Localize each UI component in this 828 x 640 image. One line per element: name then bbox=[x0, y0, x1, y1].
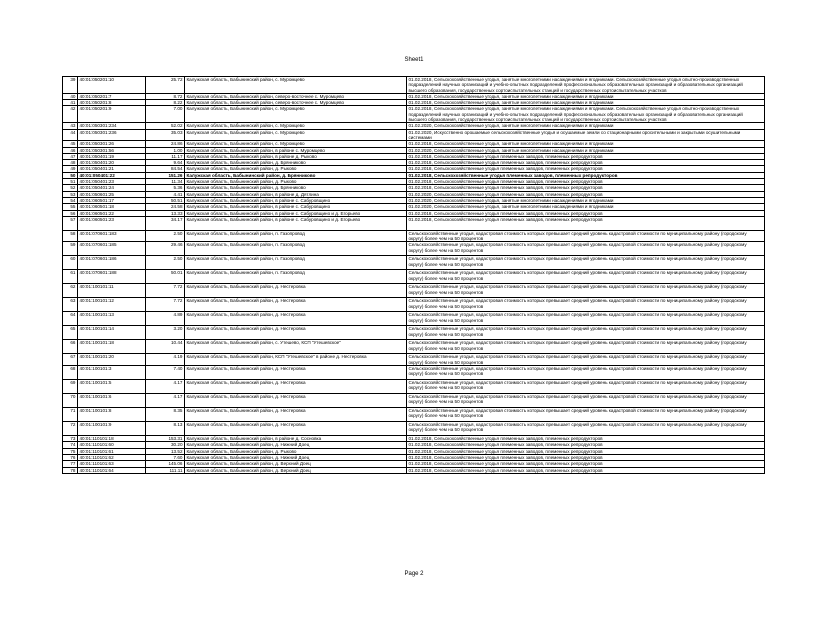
land-category-cell: 01.02.2018, Сельскохозяйственные угодья племенных заводов, племенных репродукторов bbox=[407, 436, 765, 442]
area-cell: 8.22 bbox=[146, 100, 185, 106]
land-category-cell: 01.02.2018, Сельскохозяйственные угодья, занятые многолетними насаждениями и ягодниками. Сельскохозяйственные угодья опытно-производственных подразделений научных организаций и учебно-опытных подразделений профессиональных образовательных организаций и образовательных организаций высшего образования, государственных сортоиспытательных станций и государственных сортоиспытательных участков bbox=[407, 106, 765, 123]
sheet-title: Sheet1 bbox=[404, 57, 424, 63]
cadastral-number-cell: 40:01:050401:22 bbox=[78, 172, 146, 178]
area-cell: 24.86 bbox=[146, 141, 185, 147]
area-cell: 84.54 bbox=[146, 166, 185, 172]
cadastral-number-cell: 40:01:110101:64 bbox=[78, 467, 146, 473]
row-number-cell: 46 bbox=[63, 147, 78, 153]
cadastral-number-cell: 40:01:070601:186 bbox=[78, 256, 146, 270]
address-cell: Калужская область, Бабынинский район, с. Муромцево bbox=[185, 141, 407, 147]
row-number-cell: 40 bbox=[63, 93, 78, 99]
land-category-cell: 01.02.2018, Сельскохозяйственные угодья племенных заводов, племенных репродукторов bbox=[407, 461, 765, 467]
area-cell: 8.35 bbox=[146, 408, 185, 422]
table-row bbox=[63, 216, 765, 230]
row-number-cell: 65 bbox=[63, 326, 78, 340]
row-number-cell: 41 bbox=[63, 100, 78, 106]
cadastral-number-cell: 40:01:070601:183 bbox=[78, 230, 146, 242]
table-row bbox=[63, 408, 765, 422]
table-row bbox=[63, 312, 765, 326]
cadastral-number-cell: 40:01:050201:7 bbox=[78, 93, 146, 99]
area-cell: 7.72 bbox=[146, 298, 185, 312]
area-cell: 7.60 bbox=[146, 454, 185, 460]
area-cell: 2.50 bbox=[146, 256, 185, 270]
area-cell: 35.03 bbox=[146, 129, 185, 141]
area-cell: 8.13 bbox=[146, 422, 185, 436]
row-number-cell: 49 bbox=[63, 166, 78, 172]
row-number-cell: 62 bbox=[63, 284, 78, 298]
address-cell: Калужская область, Бабынинский район, с. Утешево, КСП "Утешевское" bbox=[185, 340, 407, 354]
area-cell: 30.20 bbox=[146, 442, 185, 448]
cadastral-number-cell: 40:01:060501:22 bbox=[78, 210, 146, 216]
row-number-cell: 75 bbox=[63, 448, 78, 454]
row-number-cell: 56 bbox=[63, 210, 78, 216]
page-number: Page 2 bbox=[404, 571, 424, 577]
row-number-cell: 70 bbox=[63, 394, 78, 408]
land-category-cell: 01.02.2018, Сельскохозяйственные угодья племенных заводов, племенных репродукторов bbox=[407, 442, 765, 448]
area-cell: 111.11 bbox=[146, 467, 185, 473]
land-category-cell: Сельскохозяйственные угодья, кадастровая стоимость которых превышает средний уровень кадастровой стоимости по муниципальному району (городскому округу) более чем на 50 процентов bbox=[407, 284, 765, 298]
land-category-cell: 01.02.2018, Сельскохозяйственные угодья племенных заводов, племенных репродукторов bbox=[407, 454, 765, 460]
land-category-cell: Сельскохозяйственные угодья, кадастровая стоимость которых превышает средний уровень кадастровой стоимости по муниципальному району (городскому округу) более чем на 50 процентов bbox=[407, 312, 765, 326]
row-number-cell: 67 bbox=[63, 354, 78, 366]
area-cell: 34.17 bbox=[146, 216, 185, 230]
row-number-cell: 77 bbox=[63, 461, 78, 467]
table-row bbox=[63, 380, 765, 394]
area-cell: 8.72 bbox=[146, 93, 185, 99]
cadastral-number-cell: 40:01:050401:21 bbox=[78, 166, 146, 172]
table-row bbox=[63, 230, 765, 242]
cadastral-number-cell: 40:01:050301:56 bbox=[78, 147, 146, 153]
address-cell: Калужская область, Бабынинский район, д. Нестеровка bbox=[185, 366, 407, 380]
cadastral-number-cell: 40:01:070601:185 bbox=[78, 242, 146, 256]
table-row bbox=[63, 422, 765, 436]
area-cell: 7.72 bbox=[146, 284, 185, 298]
cadastral-number-cell: 40:01:110101:62 bbox=[78, 454, 146, 460]
address-cell: Калужская область, Бабынинский район, КСП "Утешевское" в районе д. Нестеровка bbox=[185, 354, 407, 366]
land-category-cell: 01.02.2018, Сельскохозяйственные угодья племенных заводов, племенных репродукторов bbox=[407, 153, 765, 159]
address-cell: Калужская область, Бабынинский район, с. Муромцево bbox=[185, 77, 407, 94]
area-cell: 153.31 bbox=[146, 436, 185, 442]
land-category-cell: Сельскохозяйственные угодья, кадастровая стоимость которых превышает средний уровень кадастровой стоимости по муниципальному району (городскому округу) более чем на 50 процентов bbox=[407, 256, 765, 270]
cadastral-number-cell: 40:01:100101:12 bbox=[78, 298, 146, 312]
address-cell: Калужская область, Бабынинский район, п. Газопровод bbox=[185, 242, 407, 256]
table-row bbox=[63, 129, 765, 141]
row-number-cell: 39 bbox=[63, 77, 78, 94]
land-category-cell: 01.02.2018, Сельскохозяйственные угодья племенных заводов, племенных репродукторов bbox=[407, 179, 765, 185]
area-cell: 24.58 bbox=[146, 204, 185, 210]
row-number-cell: 48 bbox=[63, 160, 78, 166]
cadastral-number-cell: 40:01:100101:14 bbox=[78, 326, 146, 340]
address-cell: Калужская область, Бабынинский район, д. Нижний Доец bbox=[185, 454, 407, 460]
address-cell: Калужская область, Бабынинский район, д. Верхний Доец bbox=[185, 461, 407, 467]
row-number-cell: 78 bbox=[63, 467, 78, 473]
address-cell: Калужская область, Бабынинский район, в районе с. Сабуровщино и д. Егорьево bbox=[185, 210, 407, 216]
area-cell: 50.01 bbox=[146, 270, 185, 284]
land-category-cell: 01.02.2018, Сельскохозяйственные угодья племенных заводов, племенных репродукторов bbox=[407, 166, 765, 172]
cadastral-number-cell: 40:01:100101:20 bbox=[78, 354, 146, 366]
row-number-cell: 43 bbox=[63, 123, 78, 129]
cadastral-number-cell: 40:01:100101:3 bbox=[78, 366, 146, 380]
cadastral-number-cell: 40:01:050301:236 bbox=[78, 129, 146, 141]
area-cell: 25.72 bbox=[146, 77, 185, 94]
row-number-cell: 68 bbox=[63, 366, 78, 380]
row-number-cell: 47 bbox=[63, 153, 78, 159]
cadastral-number-cell: 40:01:110101:63 bbox=[78, 461, 146, 467]
address-cell: Калужская область, Бабынинский район, д. Брянниково bbox=[185, 172, 407, 178]
cadastral-number-cell: 40:01:050401:23 bbox=[78, 179, 146, 185]
land-category-cell: 01.02.2020, Сельскохозяйственные угодья, занятые многолетними насаждениями и ягодниками bbox=[407, 204, 765, 210]
land-category-cell: 01.02.2020, Сельскохозяйственные угодья, занятые многолетними насаждениями и ягодниками bbox=[407, 147, 765, 153]
area-cell: 4.19 bbox=[146, 354, 185, 366]
area-cell: 151.26 bbox=[146, 172, 185, 178]
land-category-cell: 01.02.2018, Сельскохозяйственные угодья, занятые многолетними насаждениями и ягодниками bbox=[407, 93, 765, 99]
area-cell: 4.89 bbox=[146, 312, 185, 326]
area-cell: 4.41 bbox=[146, 191, 185, 197]
cadastral-number-cell: 40:01:050201:8 bbox=[78, 100, 146, 106]
row-number-cell: 71 bbox=[63, 408, 78, 422]
land-category-cell: 01.02.2018, Сельскохозяйственные угодья, занятые многолетними насаждениями и ягодниками bbox=[407, 100, 765, 106]
address-cell: Калужская область, Бабынинский район, в районе с. Сабуровщино bbox=[185, 197, 407, 203]
address-cell: Калужская область, Бабынинский район, в районе с. Сабуровщино bbox=[185, 204, 407, 210]
area-cell: 3.20 bbox=[146, 326, 185, 340]
address-cell: Калужская область, Бабынинский район, с. Муромцево bbox=[185, 106, 407, 123]
area-cell: 1.00 bbox=[146, 147, 185, 153]
area-cell: 13.33 bbox=[146, 210, 185, 216]
land-category-cell: Сельскохозяйственные угодья, кадастровая стоимость которых превышает средний уровень кадастровой стоимости по муниципальному району (городскому округу) более чем на 50 процентов bbox=[407, 354, 765, 366]
land-category-cell: 01.02.2018, Сельскохозяйственные угодья племенных заводов, племенных репродукторов bbox=[407, 210, 765, 216]
row-number-cell: 52 bbox=[63, 185, 78, 191]
land-category-cell: Сельскохозяйственные угодья, кадастровая стоимость которых превышает средний уровень кадастровой стоимости по муниципальному району (городскому округу) более чем на 50 процентов bbox=[407, 394, 765, 408]
land-category-cell: 01.02.2020, Сельскохозяйственные угодья племенных заводов, племенных репродукторов bbox=[407, 191, 765, 197]
table-row bbox=[63, 256, 765, 270]
row-number-cell: 76 bbox=[63, 454, 78, 460]
area-cell: 4.17 bbox=[146, 394, 185, 408]
row-number-cell: 54 bbox=[63, 197, 78, 203]
cadastral-number-cell: 40:01:100101:18 bbox=[78, 340, 146, 354]
address-cell: Калужская область, Бабынинский район, п. Газопровод bbox=[185, 270, 407, 284]
area-cell: 13.52 bbox=[146, 448, 185, 454]
row-number-cell: 63 bbox=[63, 298, 78, 312]
area-cell: 50.51 bbox=[146, 197, 185, 203]
row-number-cell: 69 bbox=[63, 380, 78, 394]
row-number-cell: 74 bbox=[63, 442, 78, 448]
land-category-cell: 01.02.2018, Сельскохозяйственные угодья племенных заводов, племенных репродукторов bbox=[407, 160, 765, 166]
address-cell: Калужская область, Бабынинский район, п. Газопровод bbox=[185, 256, 407, 270]
cadastral-number-cell: 40:01:100101:5 bbox=[78, 380, 146, 394]
cadastral-number-cell: 40:01:050201:9 bbox=[78, 106, 146, 123]
address-cell: Калужская область, Бабынинский район, с. Муромцево bbox=[185, 129, 407, 141]
row-number-cell: 59 bbox=[63, 242, 78, 256]
address-cell: Калужская область, Бабынинский район, д. Нижний Доец bbox=[185, 442, 407, 448]
table-body bbox=[63, 77, 765, 474]
address-cell: Калужская область, Бабынинский район, д. Нестеровка bbox=[185, 326, 407, 340]
land-category-cell: Сельскохозяйственные угодья, кадастровая стоимость которых превышает средний уровень кадастровой стоимости по муниципальному району (городскому округу) более чем на 50 процентов bbox=[407, 326, 765, 340]
table-row bbox=[63, 326, 765, 340]
land-category-cell: 01.02.2020, Сельскохозяйственные угодья, занятые многолетними насаждениями и ягодниками bbox=[407, 197, 765, 203]
table-row bbox=[63, 77, 765, 94]
row-number-cell: 66 bbox=[63, 340, 78, 354]
cadastral-number-cell: 40:01:050201:10 bbox=[78, 77, 146, 94]
cadastral-number-cell: 40:01:050401:24 bbox=[78, 185, 146, 191]
cadastral-number-cell: 40:01:060501:23 bbox=[78, 216, 146, 230]
land-category-cell: Сельскохозяйственные угодья, кадастровая стоимость которых превышает средний уровень кадастровой стоимости по муниципальному району (городскому округу) более чем на 50 процентов bbox=[407, 408, 765, 422]
table-row bbox=[63, 242, 765, 256]
row-number-cell: 58 bbox=[63, 230, 78, 242]
area-cell: 11.34 bbox=[146, 179, 185, 185]
row-number-cell: 72 bbox=[63, 422, 78, 436]
row-number-cell: 44 bbox=[63, 129, 78, 141]
address-cell: Калужская область, Бабынинский район, в районе с. Сабуровщино и д. Егорьево bbox=[185, 216, 407, 230]
address-cell: Калужская область, Бабынинский район, северо-восточнее с. Муромцево bbox=[185, 100, 407, 106]
address-cell: Калужская область, Бабынинский район, д. Нестеровка bbox=[185, 312, 407, 326]
cadastral-number-cell: 40:01:100101:9 bbox=[78, 422, 146, 436]
row-number-cell: 60 bbox=[63, 256, 78, 270]
cadastral-number-cell: 40:01:060501:18 bbox=[78, 204, 146, 210]
address-cell: Калужская область, Бабынинский район, в районе с. Муромцево bbox=[185, 147, 407, 153]
row-number-cell: 73 bbox=[63, 436, 78, 442]
cadastral-number-cell: 40:01:070601:188 bbox=[78, 270, 146, 284]
address-cell: Калужская область, Бабынинский район, д. Нестеровка bbox=[185, 408, 407, 422]
land-category-cell: Сельскохозяйственные угодья, кадастровая стоимость которых превышает средний уровень кадастровой стоимости по муниципальному району (городскому округу) более чем на 50 процентов bbox=[407, 380, 765, 394]
row-number-cell: 51 bbox=[63, 179, 78, 185]
row-number-cell: 45 bbox=[63, 141, 78, 147]
address-cell: Калужская область, Бабынинский район, д. Брянниково bbox=[185, 185, 407, 191]
address-cell: Калужская область, Бабынинский район, северо-восточнее с. Муромцево bbox=[185, 93, 407, 99]
table-row bbox=[63, 270, 765, 284]
land-category-cell: 01.02.2018, Сельскохозяйственные угодья племенных заводов, племенных репродукторов bbox=[407, 467, 765, 473]
row-number-cell: 55 bbox=[63, 204, 78, 210]
cadastral-number-cell: 40:01:050301:26 bbox=[78, 141, 146, 147]
land-category-cell: Сельскохозяйственные угодья, кадастровая стоимость которых превышает средний уровень кадастровой стоимости по муниципальному району (городскому округу) более чем на 50 процентов bbox=[407, 298, 765, 312]
address-cell: Калужская область, Бабынинский район, д. Нестеровка bbox=[185, 422, 407, 436]
area-cell: 145.06 bbox=[146, 461, 185, 467]
cadastral-number-cell: 40:01:110101:61 bbox=[78, 448, 146, 454]
table-row bbox=[63, 394, 765, 408]
land-category-cell: Сельскохозяйственные угодья, кадастровая стоимость которых превышает средний уровень кадастровой стоимости по муниципальному району (городскому округу) более чем на 50 процентов bbox=[407, 422, 765, 436]
land-category-cell: 01.02.2018, Сельскохозяйственные угодья, занятые многолетними насаждениями и ягодниками bbox=[407, 141, 765, 147]
row-number-cell: 61 bbox=[63, 270, 78, 284]
area-cell: 10.44 bbox=[146, 340, 185, 354]
address-cell: Калужская область, Бабынинский район, с. Муромцево bbox=[185, 123, 407, 129]
land-category-cell: 01.02.2018, Сельскохозяйственные угодья племенных заводов, племенных репродукторов bbox=[407, 172, 765, 178]
table-row bbox=[63, 106, 765, 123]
cadastral-number-cell: 40:01:050601:25 bbox=[78, 191, 146, 197]
cadastral-number-cell: 40:01:100101:13 bbox=[78, 312, 146, 326]
table-row bbox=[63, 467, 765, 473]
cadastral-number-cell: 40:01:050301:234 bbox=[78, 123, 146, 129]
address-cell: Калужская область, Бабынинский район, д. Рыково bbox=[185, 166, 407, 172]
area-cell: 2.50 bbox=[146, 230, 185, 242]
area-cell: 7.40 bbox=[146, 366, 185, 380]
row-number-cell: 42 bbox=[63, 106, 78, 123]
row-number-cell: 57 bbox=[63, 216, 78, 230]
land-category-cell: Сельскохозяйственные угодья, кадастровая стоимость которых превышает средний уровень кадастровой стоимости по муниципальному району (городскому округу) более чем на 50 процентов bbox=[407, 340, 765, 354]
land-category-cell: Сельскохозяйственные угодья, кадастровая стоимость которых превышает средний уровень кадастровой стоимости по муниципальному району (городскому округу) более чем на 50 процентов bbox=[407, 230, 765, 242]
cadastral-number-cell: 40:01:060501:17 bbox=[78, 197, 146, 203]
table-row bbox=[63, 298, 765, 312]
land-register-table bbox=[62, 76, 765, 474]
address-cell: Калужская область, Бабынинский район, д. Рыково bbox=[185, 179, 407, 185]
land-category-cell: 01.02.2020, Искусственно орошаемые сельскохозяйственные угодья и осушаемые земли со стационарными оросительными и закрытыми осушительными системами bbox=[407, 129, 765, 141]
area-cell: 4.17 bbox=[146, 380, 185, 394]
row-number-cell: 50 bbox=[63, 172, 78, 178]
address-cell: Калужская область, Бабынинский район, д. Верхний Доец bbox=[185, 467, 407, 473]
address-cell: Калужская область, Бабынинский район, д. Нестеровка bbox=[185, 298, 407, 312]
cadastral-number-cell: 40:01:050401:20 bbox=[78, 160, 146, 166]
table-row bbox=[63, 366, 765, 380]
cadastral-number-cell: 40:01:050401:19 bbox=[78, 153, 146, 159]
table-row bbox=[63, 340, 765, 354]
land-category-cell: Сельскохозяйственные угодья, кадастровая стоимость которых превышает средний уровень кадастровой стоимости по муниципальному району (городскому округу) более чем на 50 процентов bbox=[407, 270, 765, 284]
area-cell: 11.17 bbox=[146, 153, 185, 159]
land-category-cell: Сельскохозяйственные угодья, кадастровая стоимость которых превышает средний уровень кадастровой стоимости по муниципальному району (городскому округу) более чем на 50 процентов bbox=[407, 366, 765, 380]
area-cell: 7.00 bbox=[146, 106, 185, 123]
address-cell: Калужская область, Бабынинский район, д. Рыково bbox=[185, 448, 407, 454]
address-cell: Калужская область, Бабынинский район, п. Газопровод bbox=[185, 230, 407, 242]
land-category-cell: 01.02.2018, Сельскохозяйственные угодья племенных заводов, племенных репродукторов bbox=[407, 448, 765, 454]
land-category-cell: 01.02.2020, Сельскохозяйственные угодья, занятые многолетними насаждениями и ягодниками bbox=[407, 123, 765, 129]
cadastral-number-cell: 40:01:100101:11 bbox=[78, 284, 146, 298]
address-cell: Калужская область, Бабынинский район, д. Нестеровка bbox=[185, 284, 407, 298]
address-cell: Калужская область, Бабынинский район, д. Нестеровка bbox=[185, 394, 407, 408]
land-category-cell: Сельскохозяйственные угодья, кадастровая стоимость которых превышает средний уровень кадастровой стоимости по муниципальному району (городскому округу) более чем на 50 процентов bbox=[407, 242, 765, 256]
table-row bbox=[63, 284, 765, 298]
cadastral-number-cell: 40:01:110101:18 bbox=[78, 436, 146, 442]
address-cell: Калужская область, Бабынинский район, в районе д. Рыково bbox=[185, 153, 407, 159]
land-category-cell: 01.02.2018, Сельскохозяйственные угодья племенных заводов, племенных репродукторов bbox=[407, 185, 765, 191]
address-cell: Калужская область, Бабынинский район, в районе д. Дятлина bbox=[185, 191, 407, 197]
area-cell: 9.64 bbox=[146, 160, 185, 166]
land-category-cell: 01.02.2018, Сельскохозяйственные угодья племенных заводов, племенных репродукторов bbox=[407, 216, 765, 230]
address-cell: Калужская область, Бабынинский район, д. Брянниково bbox=[185, 160, 407, 166]
land-category-cell: 01.02.2018, Сельскохозяйственные угодья, занятые многолетними насаждениями и ягодниками. Сельскохозяйственные угодья опытно-производственных подразделений научных организаций и учебно-опытных подразделений профессиональных образовательных организаций и образовательных организаций высшего образования, государственных сортоиспытательных станций и государственных сортоиспытательных участков bbox=[407, 77, 765, 94]
area-cell: 5.36 bbox=[146, 185, 185, 191]
table-row bbox=[63, 354, 765, 366]
address-cell: Калужская область, Бабынинский район, д. Нестеровка bbox=[185, 380, 407, 394]
row-number-cell: 53 bbox=[63, 191, 78, 197]
area-cell: 52.02 bbox=[146, 123, 185, 129]
address-cell: Калужская область, Бабынинский район, в районе д. Сосновка bbox=[185, 436, 407, 442]
row-number-cell: 64 bbox=[63, 312, 78, 326]
cadastral-number-cell: 40:01:100101:8 bbox=[78, 408, 146, 422]
cadastral-number-cell: 40:01:100101:6 bbox=[78, 394, 146, 408]
cadastral-number-cell: 40:01:110101:60 bbox=[78, 442, 146, 448]
area-cell: 29.46 bbox=[146, 242, 185, 256]
